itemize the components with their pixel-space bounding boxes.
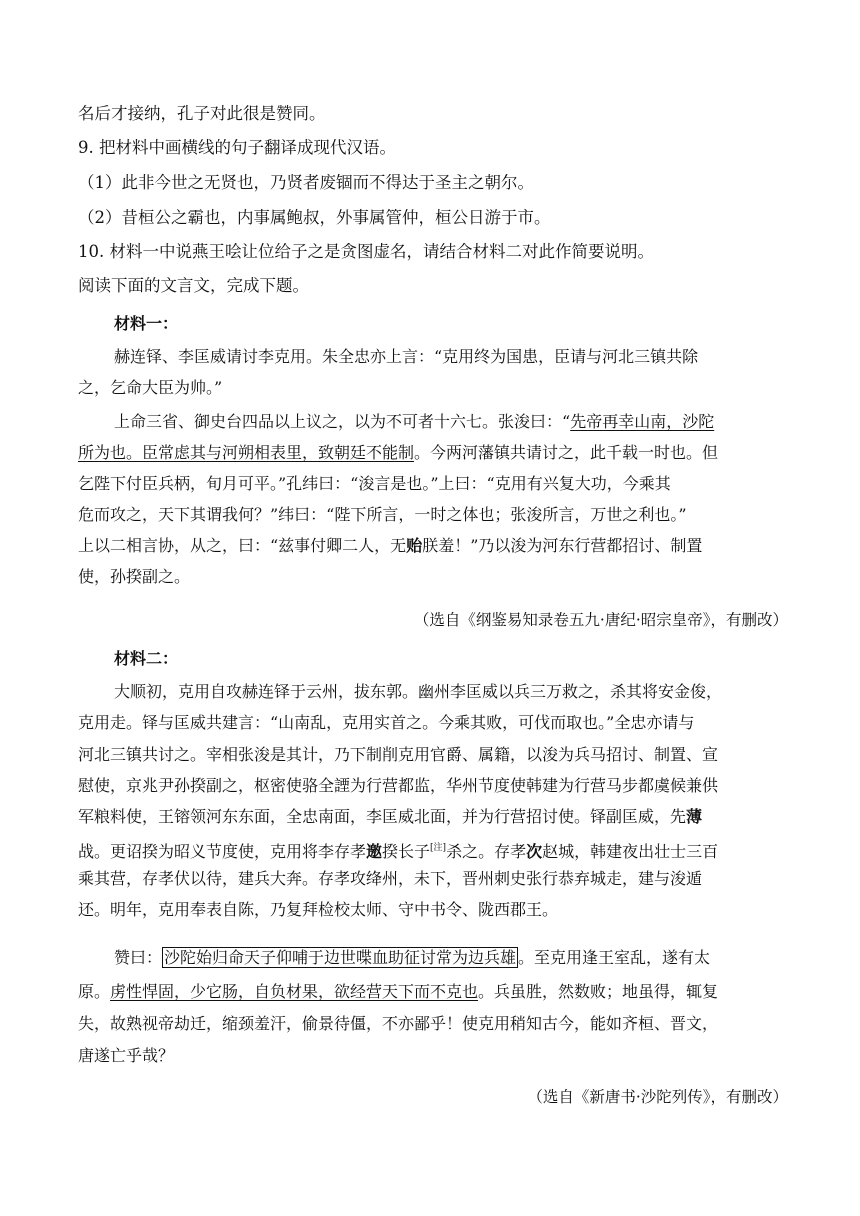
question-9-sentence-2: （2）昔桓公之霸也，内事属鲍叔，外事属管仲，桓公日游于市。: [78, 208, 551, 227]
material-2-line: 大顺初，克用自攻赫连铎于云州，拔东郭。幽州李匡威以兵三万救之，杀其将安金俊，: [114, 682, 723, 701]
text-run: 杀之。存孝: [446, 842, 527, 861]
material-1-line: 赫连铎、李匡威请讨李克用。朱全忠亦上言：“克用终为国患，臣请与河北三镇共除: [114, 347, 699, 366]
text-run: 揆长子: [382, 842, 431, 861]
material-2-line: 克用走。铎与匡威共建言：“山南乱，克用实首之。今乘其败，可伐而取也。”全忠亦请与: [78, 713, 695, 732]
text-run: 赞曰：: [114, 948, 163, 967]
material-1-line: 之，乞命大臣为帅。”: [78, 378, 223, 397]
zan-line: [78, 981, 788, 1003]
underlined-sentence: 先帝再幸山南，沙陀: [570, 412, 715, 431]
underlined-sentence: 所为也。臣常虑其与河朔相表里，致朝廷不能制: [78, 443, 415, 462]
question-9-stem: 9. 把材料中画横线的句子翻译成现代汉语。: [78, 138, 396, 157]
question-10: 10. 材料一中说燕王哙让位给子之是贪图虚名，请结合材料二对此作简要说明。: [78, 242, 654, 261]
zan-line: 唐遂亡乎哉？: [78, 1046, 175, 1065]
bold-keyword: 邀: [366, 842, 383, 861]
text-run: 上命三省、御史台四品以上议之，以为不可者十六七。张浚曰：“: [114, 412, 571, 431]
text-run: 战。更诏揆为昭义节度使，克用将李存孝: [78, 842, 367, 861]
text-run: 朕羞！”乃以浚为河东行营都招讨、制置: [422, 536, 703, 555]
bold-keyword: 次: [526, 842, 543, 861]
annotation-marker: [注]: [430, 843, 447, 853]
material-2-line: 慰使，京兆尹孙揆副之，枢密使骆全諲为行营都监，华州节度使韩建为行营马步都虞候兼供: [78, 776, 719, 795]
text-run: 军粮料使，王镕领河东东面，全忠南面，李匡威北面，并为行营招讨使。铎副匡威，先: [78, 807, 687, 826]
material-1-line: 乞陛下付臣兵柄，旬月可平。”孔纬曰：“浚言是也。”上曰：“克用有兴复大功，今乘其: [78, 474, 671, 493]
zan-line: [114, 947, 824, 969]
text-run: 上以二相言协，从之，曰：“兹事付卿二人，无: [78, 536, 407, 555]
boxed-sentence: 沙陀始归命天子仰哺于边世喋血助征讨常为边兵雄: [164, 948, 517, 967]
text-run: 。至克用逢王室乱，遂有太: [518, 948, 711, 967]
underlined-sentence: 虏性悍固，少它肠，自负材果，欲经营天下而不克也: [110, 982, 479, 1001]
previous-answer-tail: 名后才接纳，孔子对此很是赞同。: [78, 104, 326, 123]
material-1-line: [114, 411, 824, 433]
material-1-line: [78, 535, 788, 557]
bold-keyword: 贻: [406, 536, 423, 555]
text-run: 原。: [78, 982, 111, 1001]
material-1-title: 材料一：: [114, 314, 179, 333]
question-9-sentence-1: （1）此非今世之无贤也，乃贤者废锢而不得达于圣主之朝尔。: [78, 173, 534, 192]
material-1-line: 使，孙揆副之。: [78, 567, 191, 586]
bold-keyword: 薄: [686, 807, 703, 826]
text-run: 。今两河藩镇共请讨之，此千载一时也。但: [414, 443, 719, 462]
material-2-line: 还。明年，克用奉表自陈，乃复拜检校太师、守中书令、陇西郡王。: [78, 900, 559, 919]
material-2-line: 河北三镇共讨之。宰相张浚是其计，乃下制削克用官爵、属籍，以浚为兵马招讨、制置、宣: [78, 745, 719, 764]
material-2-title: 材料二：: [114, 649, 179, 668]
material-2-line: [78, 837, 788, 863]
material-1-line: [78, 442, 788, 464]
material-2-source: （选自《新唐书·沙陀列传》，有删改）: [527, 1088, 788, 1106]
text-run: 。兵虽胜，然数败；地虽得，辄复: [478, 982, 719, 1001]
text-run: 赵城，韩建夜出壮士三百: [542, 842, 719, 861]
material-1-source: （选自《纲鉴易知录卷五九·唐纪·昭宗皇帝》，有删改）: [413, 611, 788, 629]
reading-instruction: 阅读下面的文言文，完成下题。: [78, 276, 309, 295]
material-2-line: [78, 806, 788, 828]
zan-line: 失，故熟视帝劫迁，缩颈羞汗，偷景待僵，不亦鄙乎！使克用稍知古今，能如齐桓、晋文，: [78, 1014, 719, 1033]
material-1-line: 危而攻之，天下其谓我何？”纬曰：“陛下所言，一时之体也；张浚所言，万世之利也。”: [78, 505, 687, 524]
material-2-line: 乘其营，存孝伏以待，建兵大奔。存孝攻绛州，未下，晋州刺史张行恭弃城走，建与浚遁: [78, 869, 703, 888]
